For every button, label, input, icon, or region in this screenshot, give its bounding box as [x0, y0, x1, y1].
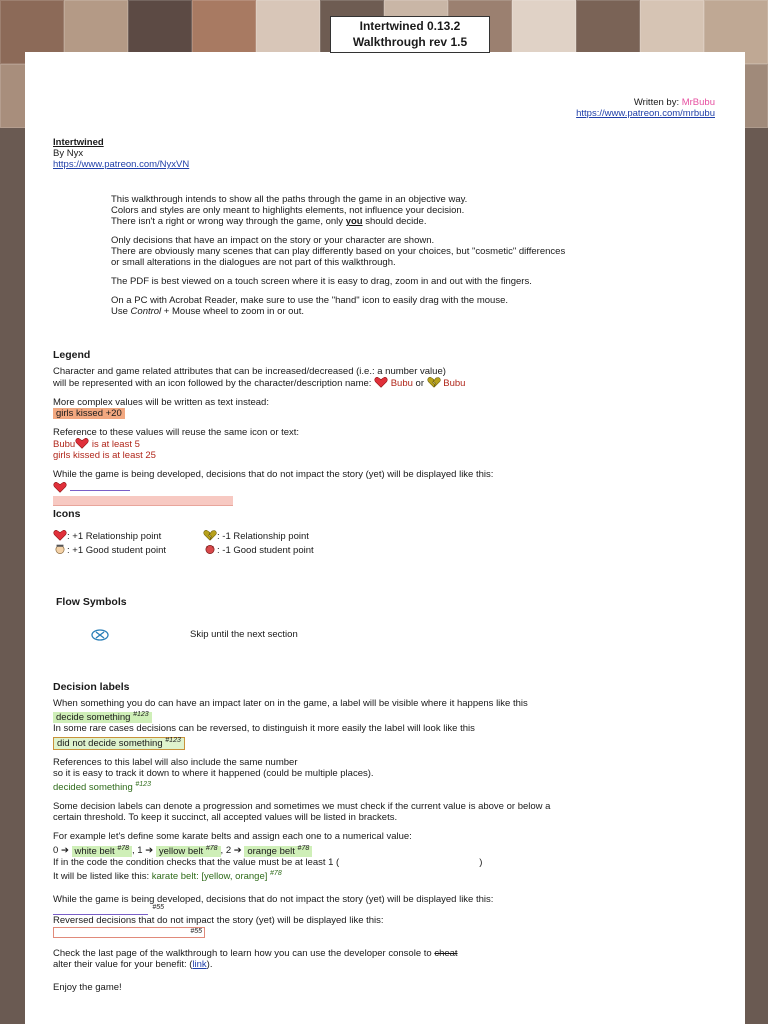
- dev-decision-placeholder: #55: [53, 905, 148, 915]
- arrow-icon: ➔: [233, 845, 242, 857]
- title-line-1: Intertwined 0.13.2: [359, 19, 461, 33]
- author-name: MrBubu: [681, 97, 715, 108]
- girls-kissed-badge: girls kissed +20: [53, 408, 125, 419]
- heart-icon: [53, 482, 67, 493]
- intro-text: [111, 194, 731, 317]
- reversed-decision-label: did not decide something $^{\#123}$: [53, 737, 185, 750]
- intro-line: This walkthrough intends to show all the paths through the game in an objective way.: [111, 194, 468, 205]
- intro-line: Use Control + Mouse wheel to zoom in or out.: [111, 306, 305, 317]
- enjoy-text: Enjoy the game!: [53, 981, 122, 993]
- game-info: [53, 137, 189, 170]
- broken-heart-icon: [203, 530, 217, 541]
- placeholder-bar: [53, 496, 233, 506]
- arrow-icon: ➔: [145, 845, 154, 857]
- intro-line: Colors and styles are only meant to highlights elements, not influence your decision.: [111, 205, 465, 216]
- legend-title: Legend: [53, 349, 91, 361]
- title-line-2: Walkthrough rev 1.5: [352, 35, 468, 49]
- document-title-box: [330, 16, 490, 53]
- placeholder-underline: [70, 482, 130, 491]
- intro-line: There are obviously many scenes that can play differently based on your choices, but "cosmetic" differences: [111, 246, 566, 257]
- skip-label: Skip until the next section: [190, 629, 298, 640]
- intro-line: or small alterations in the dialogues are not part of this walkthrough.: [111, 257, 396, 268]
- legend-section: Legend Character and game related attributes that can be increased/decreased (i.e.: a number value) will be represented with an icon followed by the character/description name: Bubu or Bubu More complex values will be written as text instead: girls kissed +20 Reference to these values will reuse the same icon or text: Bubu is at least 5 girls kissed is at least 25 While the game is being developed, decisions that do not impact the story (yet) will be displayed like this:: [53, 350, 723, 506]
- icons-title: Icons: [53, 508, 81, 520]
- game-title: Intertwined: [53, 137, 104, 148]
- arrow-icon: ➔: [60, 845, 69, 857]
- broken-heart-icon: [427, 377, 441, 388]
- heart-icon: [75, 438, 89, 449]
- intro-line: On a PC with Acrobat Reader, make sure to use the "hand" icon to easily drag with the mouse.: [111, 295, 508, 306]
- icons-section: Icons : +1 Relationship point : -1 Relationship point : +1 Good student point : -1 Good student point: [53, 508, 353, 556]
- author-link[interactable]: https://www.patreon.com/mrbubu: [576, 108, 715, 119]
- written-by-label: Written by:: [633, 97, 682, 108]
- heart-icon: [374, 377, 388, 388]
- decision-title: Decision labels: [53, 681, 130, 693]
- author-block: [445, 97, 715, 119]
- intro-line: There isn't a right or wrong way through the game, only you should decide.: [111, 216, 427, 227]
- decision-section: Decision labels When something you do can have an impact later on in the game, a label will be visible where it happens like this decide something $^{\#123}$ In some rare cases decisions can be reversed, to distinguish it more easily the label will look like this did not decide something $^{\#123}$ References to this label will also include the same number so it is easy to track it down to where it happened (could be multiple places). decided something $^{\#123}$ Some decision labels can denote a progression and sometimes we must check if the current value is above or below a certain threshold. To keep it succinct, all accepted values will be listed in brackets. For example let's define some karate belts and assign each one to a numerical value: 0 ➔ white belt $^{\#78}$ , 1 ➔ yellow belt $^{\#78}$ , 2 ➔ orange belt $^{\#78}$ If in the code the condition checks that the value must be at least 1 ( ) It will be listed like this: karate belt: [yellow, orange] $^{\#78}$ While the game is being developed, decisions that do not impact the story (yet) will be displayed like this: #55 Reversed decisions that do not impact the story (yet) will be displayed like this: #55 Check the last page of the walkthrough to learn how you can use the developer console to cheat alter their value for your benefit: (link). Enjoy the game!: [53, 682, 723, 993]
- intro-line: Only decisions that have an impact on the story or your character are shown.: [111, 235, 435, 246]
- flow-title: Flow Symbols: [56, 596, 127, 608]
- game-author: By Nyx: [53, 148, 84, 159]
- bad-student-icon: [203, 544, 217, 555]
- decision-label: decide something $^{\#123}$: [53, 712, 152, 723]
- flow-section: [56, 596, 127, 608]
- good-student-icon: [53, 544, 67, 555]
- document-page: [25, 19, 745, 1024]
- reversed-dev-placeholder: #55: [53, 927, 205, 938]
- heart-icon: [53, 530, 67, 541]
- skip-icon: [91, 629, 109, 641]
- console-link[interactable]: link: [192, 958, 207, 970]
- game-link[interactable]: https://www.patreon.com/NyxVN: [53, 159, 190, 170]
- intro-line: The PDF is best viewed on a touch screen where it is easy to drag, zoom in and out with the fingers.: [111, 276, 532, 287]
